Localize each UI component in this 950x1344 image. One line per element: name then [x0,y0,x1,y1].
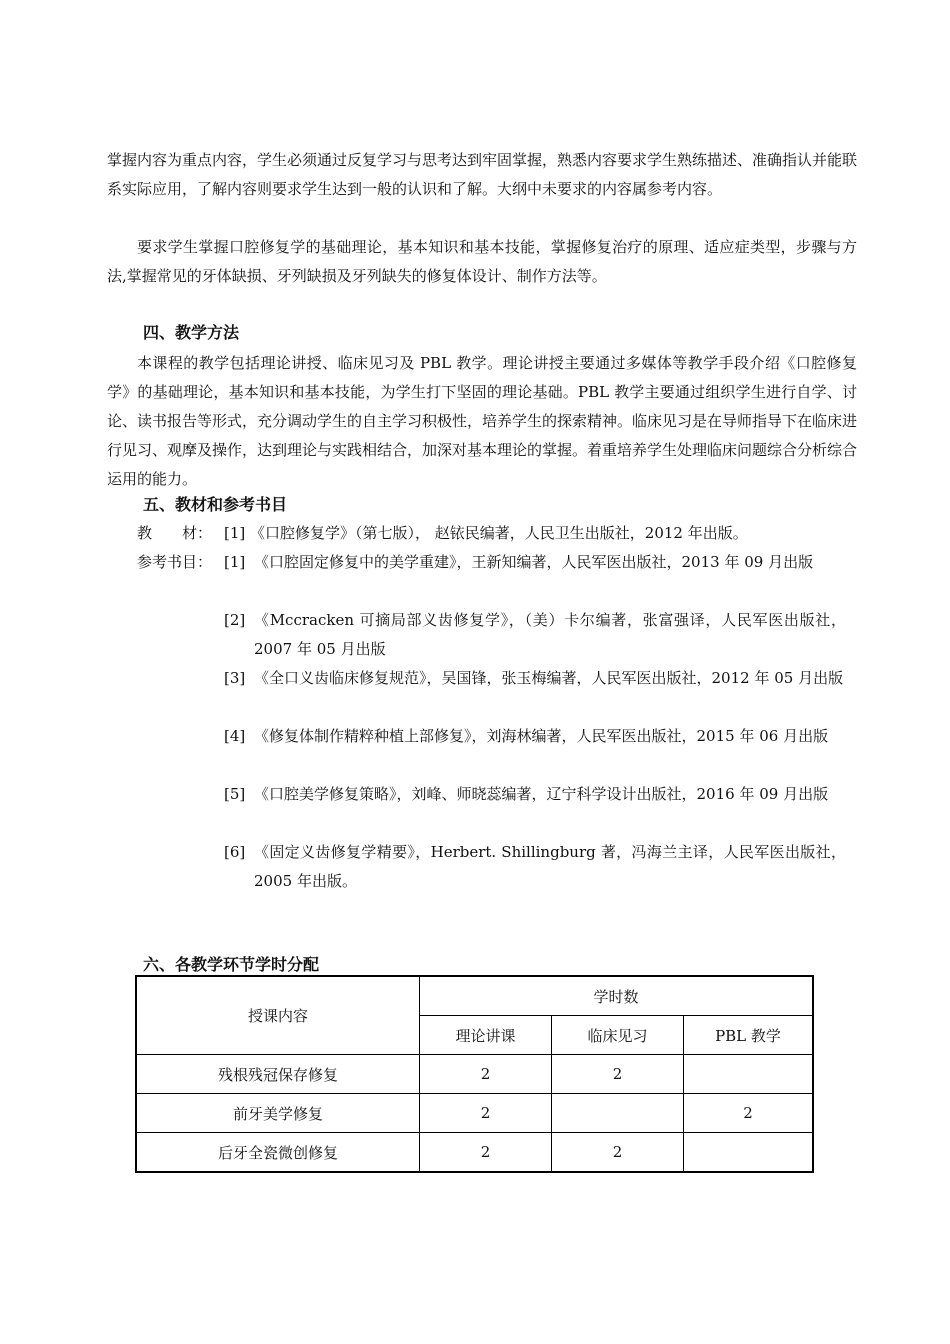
header-content: 授课内容 [136,976,420,1055]
cell-content: 后牙全瓷微创修复 [136,1133,420,1173]
reference-text: 《修复体制作精粹种植上部修复》，刘海林编著，人民军医出版社，2015 年 06 月出版 [254,727,829,745]
cell-pbl [684,1133,814,1173]
section-4-heading: 四、教学方法 [143,323,240,342]
cell-theory: 2 [420,1055,552,1094]
reference-text: 《口腔美学修复策略》，刘峰、师晓蕊编著，辽宁科学设计出版社，2016 年 09 月出版 [254,785,829,803]
reference-text: 《固定义齿修复学精要》，Herbert. Shillingburg 著，冯海兰主译，人民军医出版社，2005 年出版。 [254,843,846,890]
cell-theory: 2 [420,1133,552,1173]
section-4-body: 本课程的教学包括理论讲授、临床见习及 PBL 教学。理论讲授主要通过多媒体等教学手段介绍《口腔修复学》的基础理论，基本知识和基本技能，为学生打下坚固的理论基础。PBL 教学主要通过组织学生进行自学、讨论、读书报告等形式，充分调动学生的自主学习积极性，培养学生的探索精神。临床见习是在导师指导下在临床进行见习、观摩及操作，达到理论与实践相结合，加深对基本理论的掌握。着重培养学生处理临床问题综合分析综合运用的能力。 [107,354,858,488]
section-6-heading: 六、各教学环节学时分配 [143,955,320,974]
reference-number: [6] [224,843,246,861]
cell-content: 残根残冠保存修复 [136,1055,420,1094]
table-row [136,1094,813,1133]
textbook-entry: [1] 《口腔修复学》（第七版）， 赵铱民编著，人民卫生出版社，2012 年出版。 [224,524,748,542]
reference-number: [4] [224,727,246,745]
table-row [136,1133,813,1173]
cell-pbl: 2 [684,1094,814,1133]
subheader-clinical: 临床见习 [552,1016,684,1055]
reference-text: 《全口义齿临床修复规范》，吴国锋，张玉梅编著，人民军医出版社，2012 年 05 月出版 [254,669,844,687]
cell-clinical: 2 [552,1055,684,1094]
cell-theory: 2 [420,1094,552,1133]
reference-number: [3] [224,669,246,687]
subheader-theory: 理论讲课 [420,1016,552,1055]
reference-number: [5] [224,785,246,803]
cell-content: 前牙美学修复 [136,1094,420,1133]
cell-pbl [684,1055,814,1094]
references-label: 参考书目： [137,553,213,571]
cell-clinical: 2 [552,1133,684,1173]
reference-number: [1] [224,553,246,571]
hours-allocation-table [135,975,814,1173]
intro-paragraph-1: 掌握内容为重点内容，学生必须通过反复学习与思考达到牢固掌握，熟悉内容要求学生熟练描述、准确指认并能联系实际应用，了解内容则要求学生达到一般的认识和了解。大纲中未要求的内容属参考内容。 [107,151,858,198]
intro-paragraph-2: 要求学生掌握口腔修复学的基础理论，基本知识和基本技能，掌握修复治疗的原理、适应症类型，步骤与方法,掌握常见的牙体缺损、牙列缺损及牙列缺失的修复体设计、制作方法等。 [107,238,857,285]
cell-clinical [552,1094,684,1133]
reference-text: 《口腔固定修复中的美学重建》，王新知编著，人民军医出版社，2013 年 09 月出版 [254,553,814,571]
textbook-label: 教 材： [137,524,213,542]
reference-number: [2] [224,611,246,629]
table-header-row [136,976,813,1016]
subheader-pbl: PBL 教学 [684,1016,814,1055]
header-hours: 学时数 [420,976,814,1016]
section-5-heading: 五、教材和参考书目 [143,495,288,514]
table-row [136,1055,813,1094]
reference-text: 《Mccracken 可摘局部义齿修复学》，（美）卡尔编著，张富强译，人民军医出版社，2007 年 05 月出版 [254,611,846,658]
